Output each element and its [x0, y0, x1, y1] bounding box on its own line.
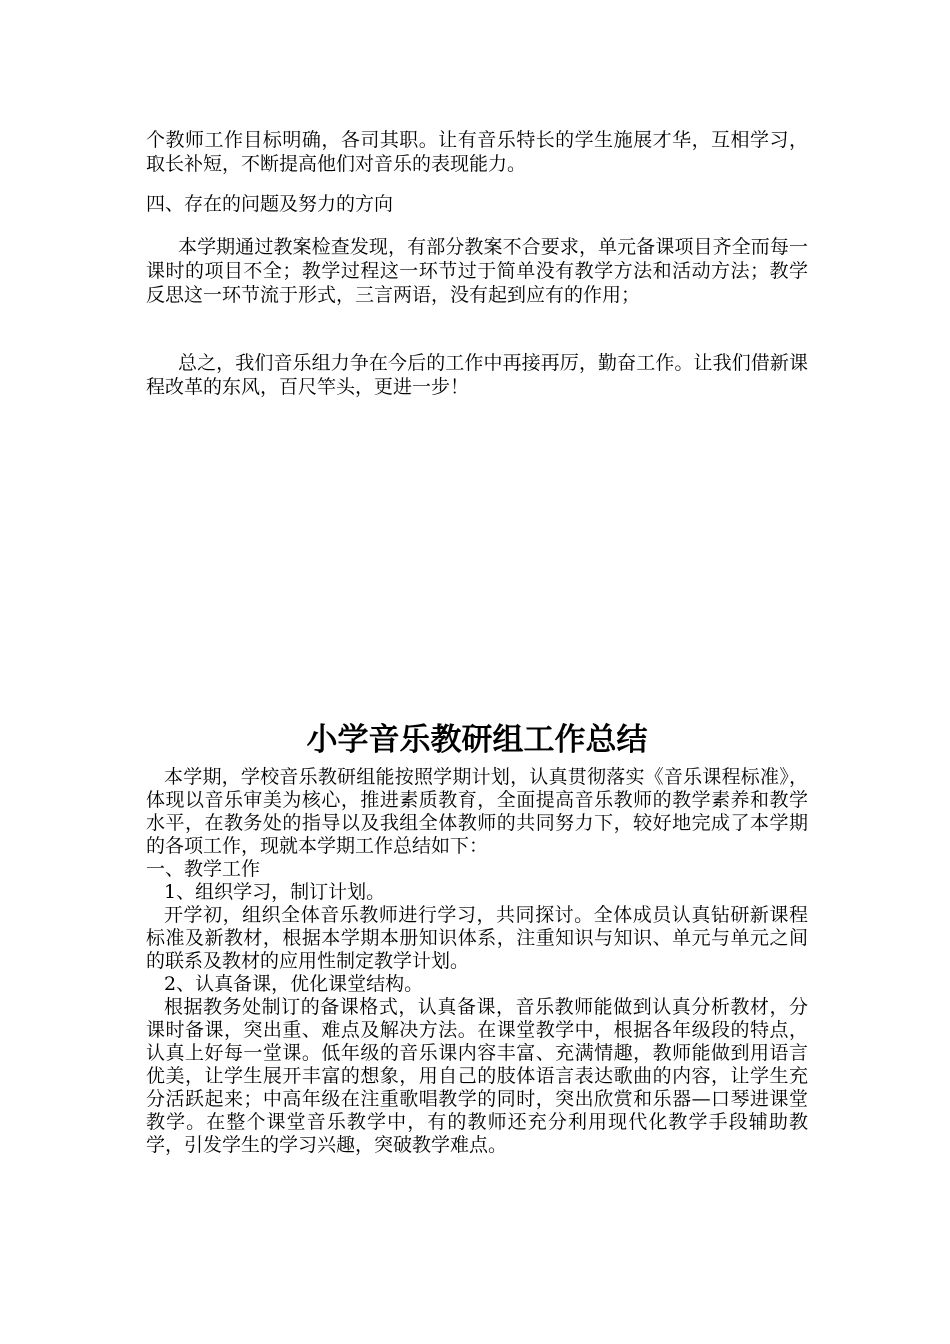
conclusion-paragraph: 总之，我们音乐组力争在今后的工作中再接再厉，勤奋工作。让我们借新课程改革的东风，百尺竿头，更进一步！ — [146, 352, 808, 398]
document-title: 小学音乐教研组工作总结 — [306, 722, 648, 758]
section-four-heading-block — [146, 192, 808, 216]
item-two-paragraph: 根据教务处制订的备课格式，认真备课，音乐教师能做到认真分析教材，分课时备课，突出重、难点及解决方法。在课堂教学中，根据各年级段的特点，认真上好每一堂课。低年级的音乐课内容丰富、充满情趣，教师能做到用语言优美，让学生展开丰富的想象，用自己的肢体语言表达歌曲的内容，让学生充分活跃起来；中高年级在注重歌唱教学的同时，突出欣赏和乐器—口琴进课堂教学。在整个课堂音乐教学中，有的教师还充分利用现代化教学手段辅助教学，引发学生的学习兴趣，突破教学难点。 — [146, 996, 808, 1156]
item-one-heading: 1、组织学习，制订计划。 — [164, 881, 386, 903]
section-one-heading: 一、教学工作 — [146, 858, 261, 880]
continued-paragraph: 个教师工作目标明确，各司其职。让有音乐特长的学生施展才华，互相学习，取长补短，不断提高他们对音乐的表现能力。 — [146, 129, 808, 175]
section-four-heading: 四、存在的问题及努力的方向 — [146, 193, 394, 215]
intro-paragraph: 本学期，学校音乐教研组能按照学期计划，认真贯彻落实《音乐课程标准》，体现以音乐审美为核心，推进素质教育，全面提高音乐教师的教学素养和教学水平，在教务处的指导以及我组全体教师的共同努力下，较好地完成了本学期的各项工作，现就本学期工作总结如下： — [146, 766, 808, 857]
page1-continued-paragraph-block — [146, 128, 808, 176]
conclusion-paragraph-block — [146, 351, 808, 399]
page2-body — [146, 766, 808, 1157]
item-one-paragraph: 开学初，组织全体音乐教师进行学习，共同探讨。全体成员认真钻研新课程标准及新教材，根据本学期本册知识体系，注重知识与知识、单元与单元之间的联系及教材的应用性制定教学计划。 — [146, 904, 808, 972]
problems-paragraph-block — [146, 235, 808, 307]
item-two-heading: 2、认真备课，优化课堂结构。 — [164, 973, 424, 995]
problems-paragraph: 本学期通过教案检查发现，有部分教案不合要求，单元备课项目齐全而每一课时的项目不全；教学过程这一环节过于简单没有教学方法和活动方法；教学反思这一环节流于形式，三言两语，没有起到应有的作用； — [146, 236, 808, 306]
